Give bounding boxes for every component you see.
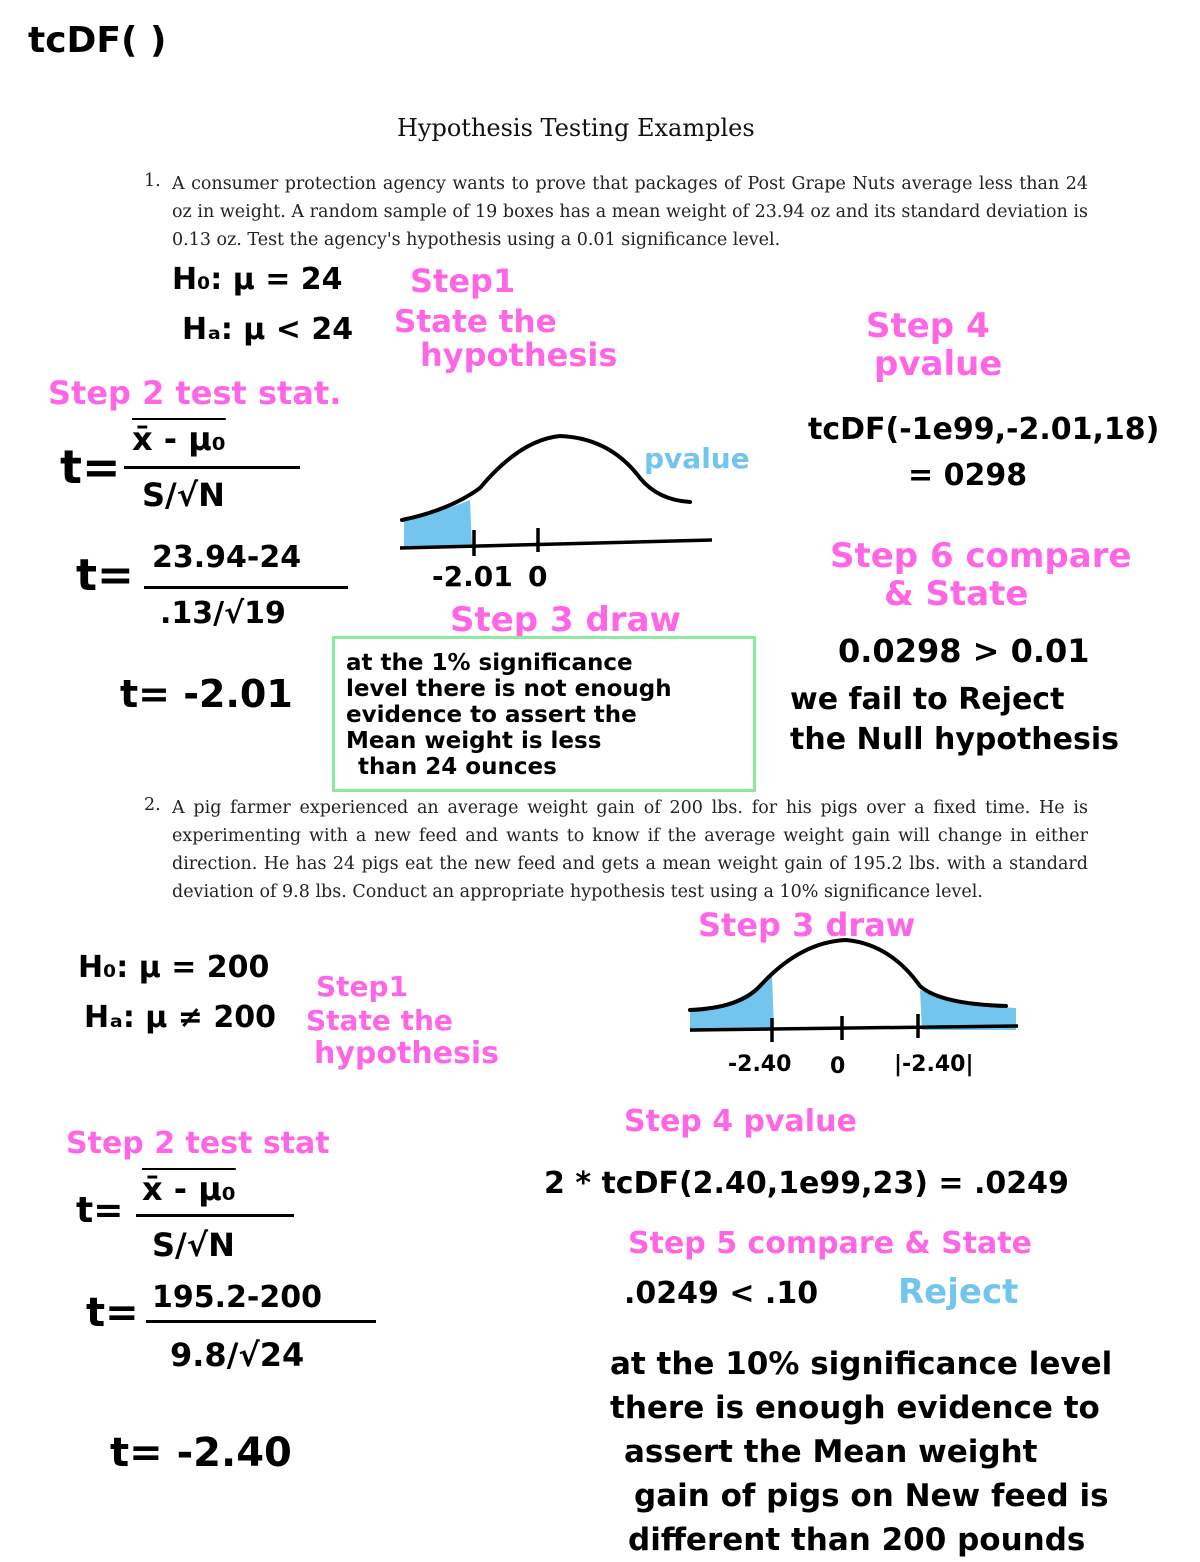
p1-formula-denominator: S/√N: [142, 476, 225, 514]
p1-step6-label-b: & State: [884, 574, 1029, 614]
p1-step4-label-a: Step 4: [866, 306, 990, 346]
p1-formula-numerator: x̄ - μ₀: [132, 420, 226, 458]
p2-axis-right-label: |-2.40|: [894, 1052, 974, 1077]
p1-step2-label: Step 2 test stat.: [48, 374, 342, 412]
page-title: Hypothesis Testing Examples: [397, 114, 755, 142]
p2-calc-lhs: t=: [86, 1290, 139, 1336]
p2-axis-zero-label: 0: [830, 1054, 846, 1079]
p1-conclusion-line: than 24 ounces: [358, 754, 557, 780]
p1-shaded-tail: [404, 500, 472, 546]
p2-null-hypothesis: H₀: μ = 200: [78, 950, 270, 985]
p1-step6-label-a: Step 6 compare: [830, 536, 1132, 576]
p1-calc-lhs: t=: [76, 550, 134, 601]
p1-comparison: 0.0298 > 0.01: [838, 632, 1090, 670]
p1-step4-label-b: pvalue: [874, 344, 1003, 384]
problem2-text: A pig farmer experienced an average weight gain of 200 lbs. for his pigs over a fixed time. He is experimenting with a new feed and wants to know if the average weight gain will change in either direction. He has 24 pigs eat the new feed and gets a mean weight gain of 195.2 lbs. with a standard deviation of 9.8 lbs. Conduct an appropriate hypothesis test using a 10% significance level.: [172, 798, 1088, 902]
p1-formula-lhs: t=: [60, 440, 121, 494]
p1-distribution-sketch: [400, 436, 712, 556]
p2-formula-lhs: t=: [76, 1190, 124, 1231]
p1-conclusion-line: evidence to assert the: [346, 702, 637, 728]
p1-calc-numerator: 23.94-24: [152, 540, 302, 575]
p1-tcdf-expression: tcDF(-1e99,-2.01,18): [808, 412, 1160, 447]
p2-axis-left-label: -2.40: [728, 1052, 792, 1077]
p1-conclusion-line: level there is not enough: [346, 676, 672, 702]
p1-decision-b: the Null hypothesis: [790, 722, 1120, 757]
p2-calc-denominator: 9.8/√24: [170, 1336, 305, 1374]
p1-step1-note-a: State the: [394, 304, 557, 340]
p2-alt-hypothesis: Hₐ: μ ≠ 200: [84, 1000, 276, 1035]
p1-decision-a: we fail to Reject: [790, 682, 1065, 717]
p2-step1-note-a: State the: [306, 1004, 453, 1037]
p2-conclusion-line: assert the Mean weight: [624, 1434, 1038, 1470]
p2-tcdf-expression: 2 * tcDF(2.40,1e99,23) = .0249: [544, 1166, 1069, 1201]
problem1-number: 1.: [144, 171, 161, 191]
p1-axis-left-label: -2.01: [432, 560, 513, 593]
p2-step5-label: Step 5 compare & State: [628, 1226, 1032, 1261]
p1-axis-zero-label: 0: [528, 560, 548, 593]
p2-test-stat-result: t= -2.40: [110, 1430, 292, 1476]
p1-step3-label: Step 3 draw: [450, 600, 681, 640]
p2-step4-label: Step 4 pvalue: [624, 1104, 857, 1139]
p2-decision: Reject: [898, 1272, 1019, 1312]
problem2-number: 2.: [144, 795, 161, 815]
p2-formula-denominator: S/√N: [152, 1226, 235, 1264]
p1-tcdf-result: = 0298: [908, 458, 1028, 493]
p2-step3-label: Step 3 draw: [698, 906, 916, 944]
p1-conclusion-line: at the 1% significance: [346, 650, 633, 676]
p2-bell-curve: [690, 940, 1006, 1010]
p1-alt-hypothesis: Hₐ: μ < 24: [182, 312, 354, 347]
p2-conclusion-line: at the 10% significance level: [610, 1346, 1113, 1382]
p1-step1-label: Step1: [410, 262, 516, 300]
p1-step1-note-b: hypothesis: [420, 336, 618, 374]
p2-step1-note-b: hypothesis: [314, 1036, 500, 1071]
p2-conclusion-line: gain of pigs on New feed is: [634, 1478, 1109, 1514]
p2-conclusion-line: different than 200 pounds: [628, 1522, 1086, 1558]
p2-step1-label: Step1: [316, 970, 409, 1003]
p2-calc-numerator: 195.2-200: [152, 1280, 322, 1315]
p1-bell-curve: [402, 436, 690, 520]
p1-null-hypothesis: H₀: μ = 24: [172, 262, 343, 297]
p1-test-stat-result: t= -2.01: [120, 672, 293, 716]
p1-calc-denominator: .13/√19: [160, 596, 286, 631]
p2-step2-label: Step 2 test stat: [66, 1126, 330, 1161]
problem1-text: A consumer protection agency wants to prove that packages of Post Grape Nuts average less than 24 oz in weight. A random sample of 19 boxes has a mean weight of 23.94 oz and its standard deviation is 0.13 oz. Test the agency's hypothesis using a 0.01 significance level.: [172, 174, 1088, 250]
p2-comparison: .0249 < .10: [624, 1276, 819, 1311]
p2-conclusion-line: there is enough evidence to: [610, 1390, 1100, 1426]
p1-conclusion-line: Mean weight is less: [346, 728, 602, 754]
corner-note: tcDF( ): [28, 20, 167, 61]
p2-formula-numerator: x̄ - μ₀: [142, 1170, 236, 1208]
p2-distribution-sketch: [690, 940, 1018, 1042]
p1-pvalue-label: pvalue: [644, 442, 750, 475]
